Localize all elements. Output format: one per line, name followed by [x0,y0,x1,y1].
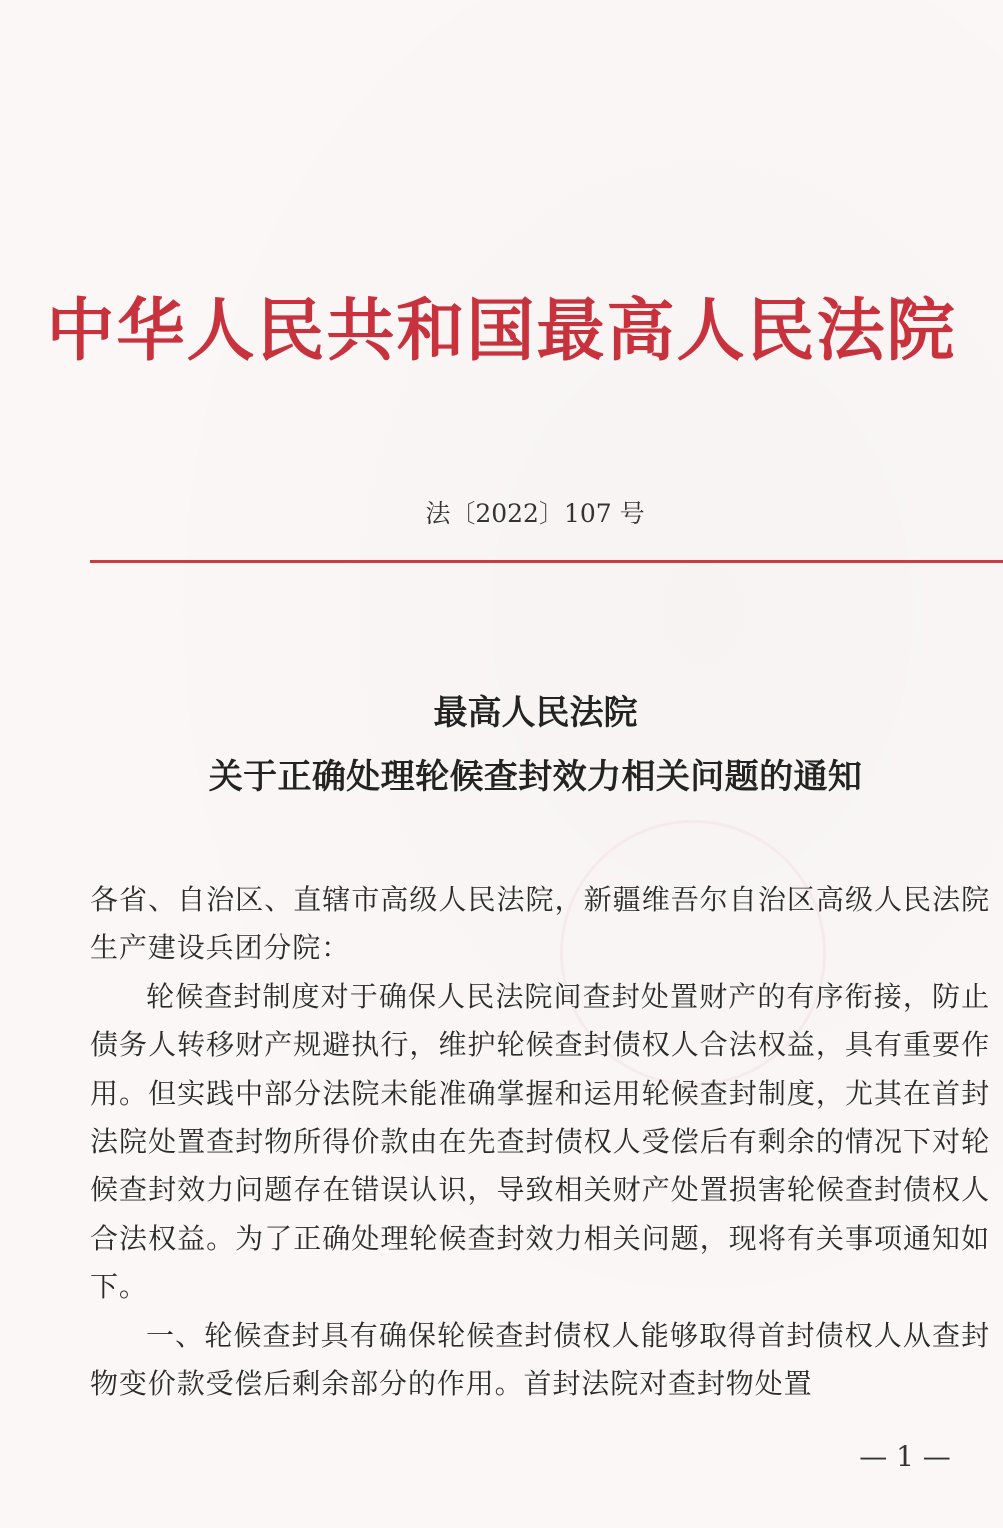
body-paragraph-2: 一、轮候查封具有确保轮候查封债权人能够取得首封债权人从查封物变价款受偿后剩余部分的作用。首封法院对查封物处置 [90,1318,990,1401]
issuer-letterhead: 中华人民共和国最高人民法院 [46,291,957,371]
document-number: 法〔2022〕107 号 [425,499,645,528]
notice-title-line-1: 最高人民法院 [433,693,638,733]
addressee-paragraph: 各省、自治区、直辖市高级人民法院，新疆维吾尔自治区高级人民法院生产建设兵团分院： [90,883,990,965]
page-number: — 1 — [859,1440,951,1473]
letterhead-red-rule [90,560,1003,563]
notice-body [90,876,990,1408]
notice-title-line-2: 关于正确处理轮候查封效力相关问题的通知 [208,757,863,797]
body-paragraph-1: 轮候查封制度对于确保人民法院间查封处置财产的有序衔接，防止债务人转移财产规避执行，维护轮候查封债权人合法权益，具有重要作用。但实践中部分法院未能准确掌握和运用轮候查封制度，尤其在首封法院处置查封物所得价款由在先查封债权人受偿后有剩余的情况下对轮候查封效力问题存在错误认识，导致相关财产处置损害轮候查封债权人合法权益。为了正确处理轮候查封效力相关问题，现将有关事项通知如下。 [90,979,990,1304]
